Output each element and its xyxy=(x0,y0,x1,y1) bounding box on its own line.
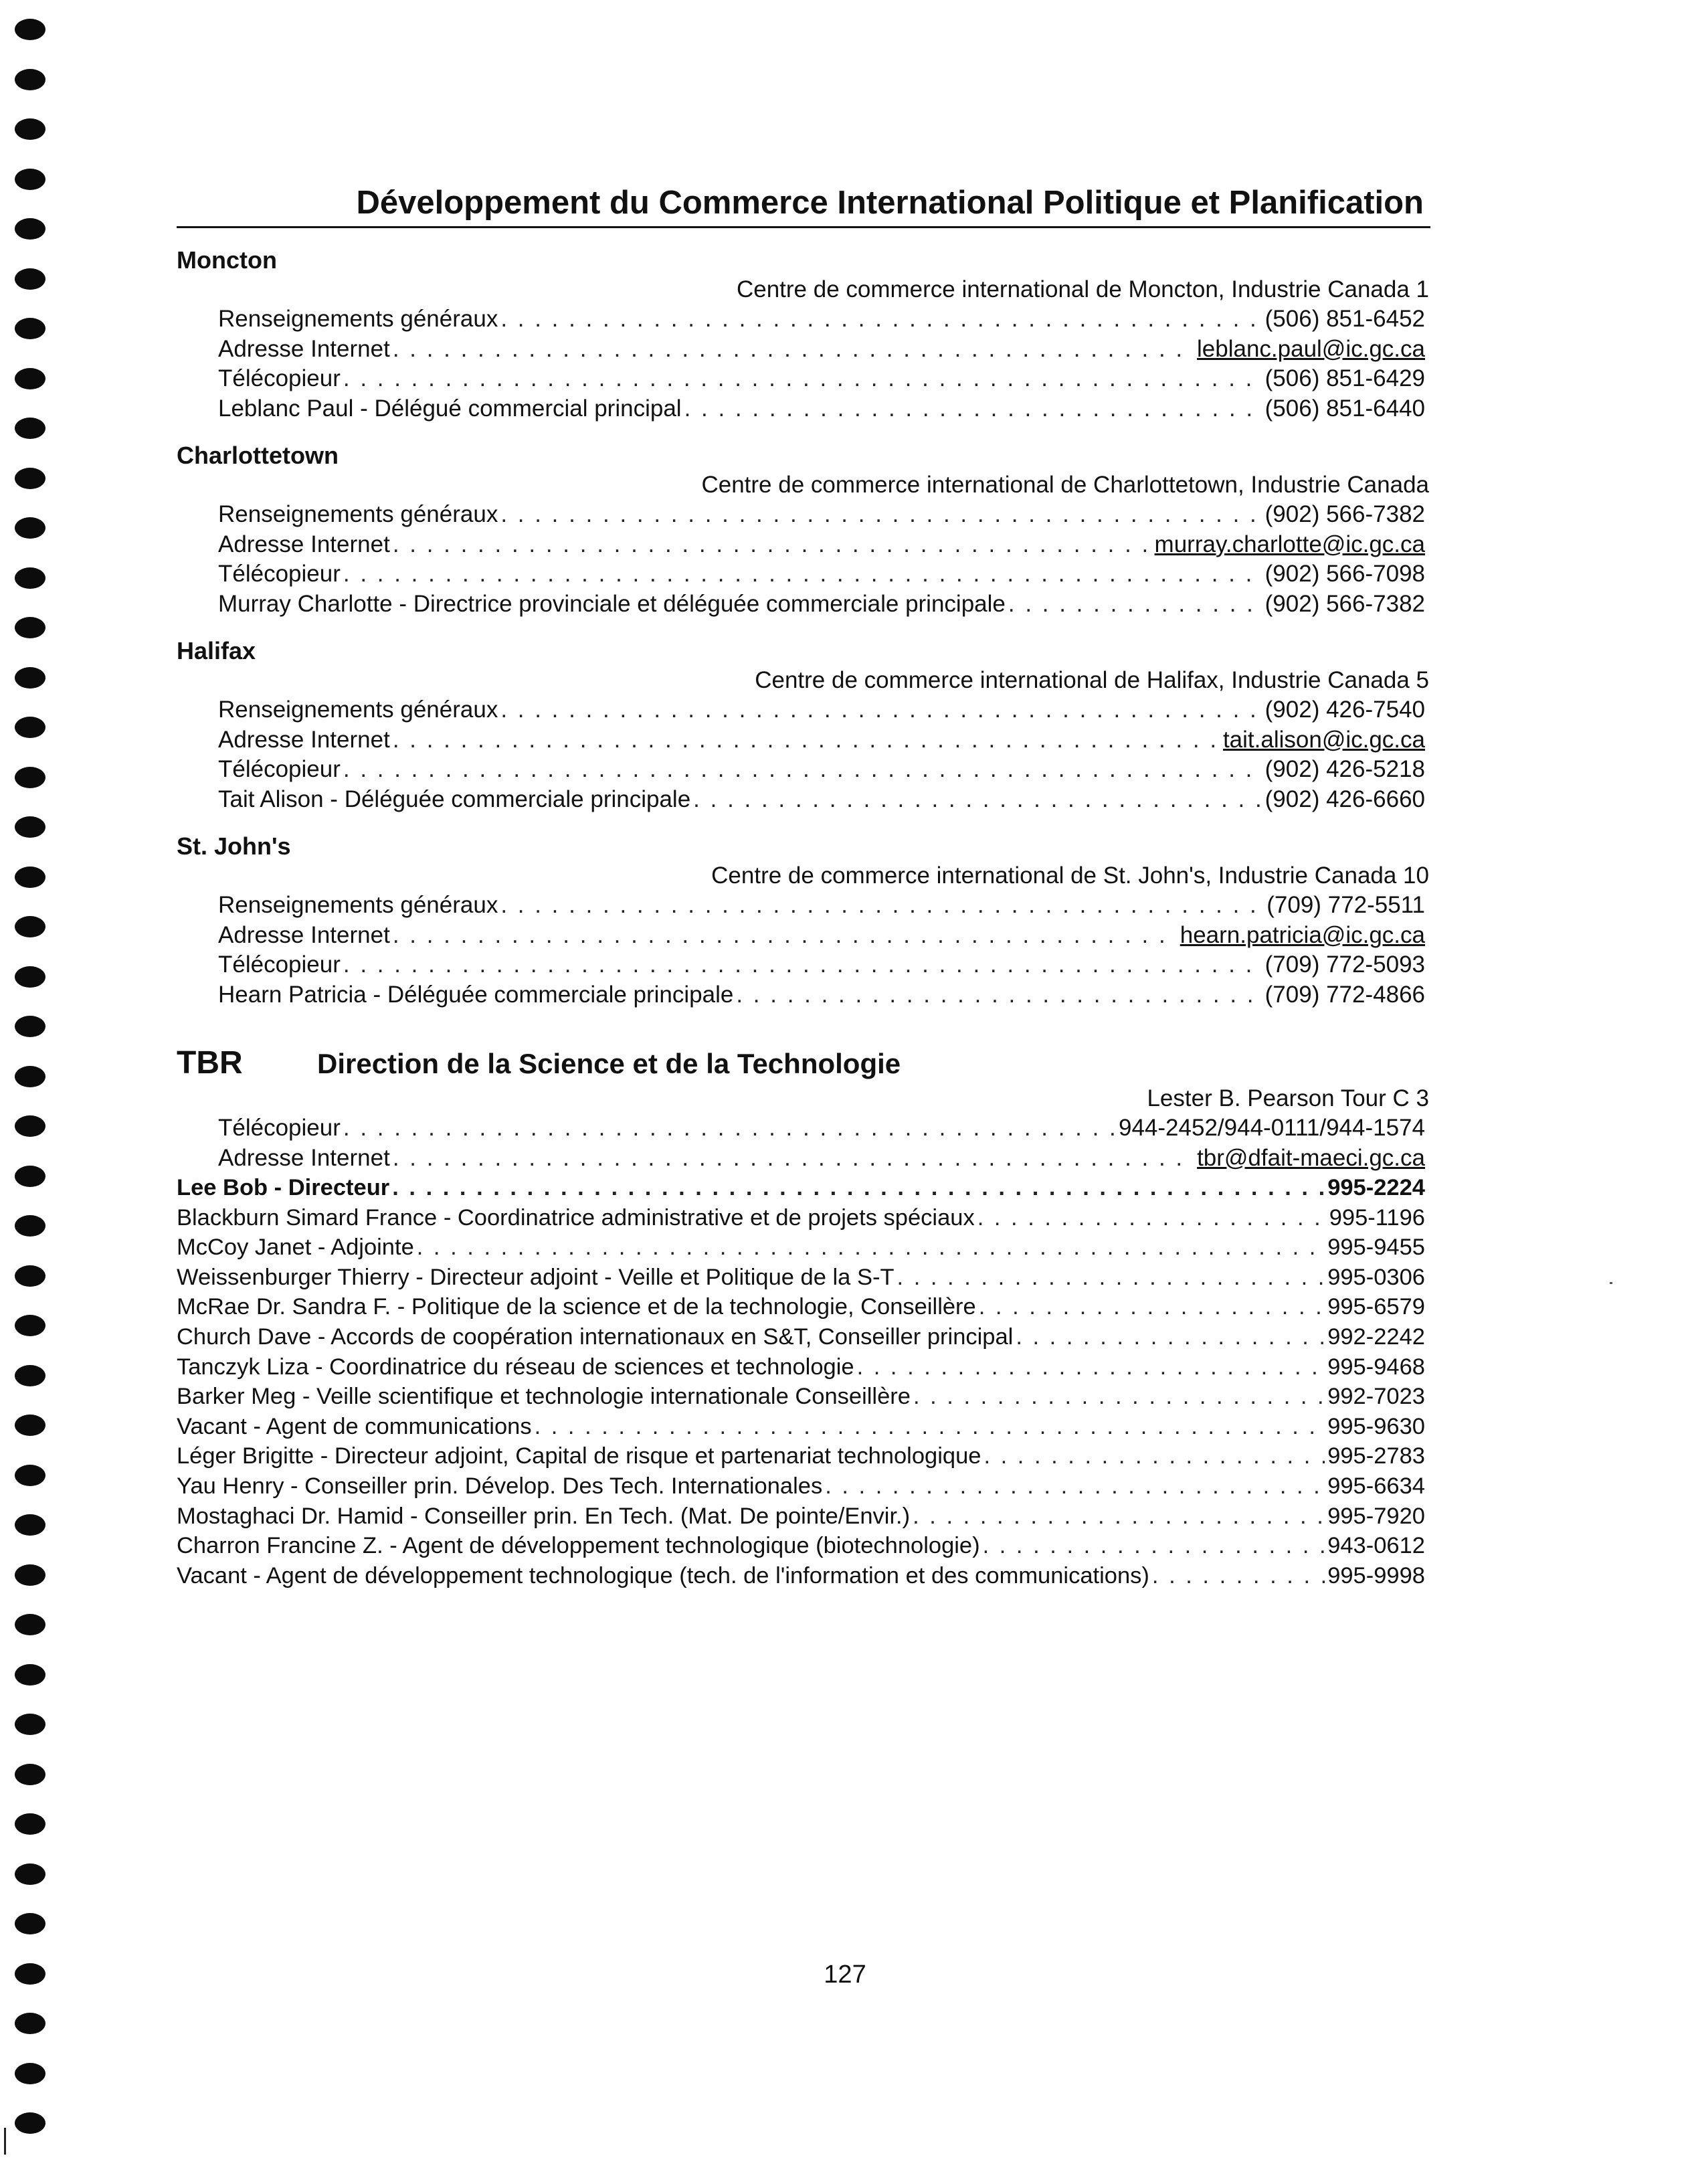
office-city: Moncton xyxy=(177,246,277,274)
binding-hole xyxy=(15,667,45,689)
staff-entry xyxy=(177,1263,1425,1293)
binding-hole xyxy=(15,1614,45,1635)
binding-hole xyxy=(15,1514,45,1536)
binding-hole xyxy=(15,1016,45,1037)
staff-entry xyxy=(177,1173,1425,1203)
staff-entry xyxy=(177,1322,1425,1352)
office-entries xyxy=(177,891,1430,1010)
binding-hole xyxy=(15,767,45,788)
binding-hole xyxy=(15,1764,45,1785)
binding-hole xyxy=(15,617,45,638)
staff-phone: 992-7023 xyxy=(1327,1384,1425,1410)
staff-phone: 995-7920 xyxy=(1327,1503,1425,1529)
staff-phone: 995-9630 xyxy=(1327,1413,1425,1439)
entry-value: (902) 566-7098 xyxy=(1264,561,1425,587)
directory-entry xyxy=(218,335,1425,365)
division-code: TBR xyxy=(177,1045,243,1081)
binding-hole xyxy=(15,1215,45,1237)
entry-label: Adresse Internet xyxy=(218,1144,390,1171)
dot-leader xyxy=(736,980,1262,1010)
binding-holes xyxy=(15,19,48,2163)
dot-leader xyxy=(500,500,1262,530)
staff-entry xyxy=(177,1292,1425,1322)
staff-entry xyxy=(177,1352,1425,1382)
dot-leader xyxy=(857,1352,1325,1382)
dot-leader xyxy=(913,1382,1325,1412)
dot-leader xyxy=(1152,1561,1325,1591)
directory-entry xyxy=(218,559,1425,589)
binding-hole xyxy=(15,118,45,140)
binding-hole xyxy=(15,1913,45,1934)
office-section-charlottetown xyxy=(177,441,1430,619)
dot-leader xyxy=(825,1471,1325,1502)
entry-value: (506) 851-6440 xyxy=(1264,395,1425,422)
scan-speck xyxy=(1610,1282,1612,1284)
office-center: Centre de commerce international de St. John's, Industrie Canada 10 xyxy=(711,862,1429,889)
division-address: Lester B. Pearson Tour C 3 xyxy=(1147,1085,1429,1111)
directory-entry xyxy=(218,950,1425,980)
staff-phone: 943-0612 xyxy=(1327,1533,1425,1559)
dot-leader xyxy=(393,1144,1194,1174)
dot-leader xyxy=(343,950,1262,980)
dot-leader xyxy=(343,1113,1116,1144)
binding-hole xyxy=(15,1115,45,1137)
entry-label: Leblanc Paul - Délégué commercial principal xyxy=(218,395,682,422)
binding-hole xyxy=(15,1415,45,1436)
directory-entry xyxy=(218,695,1425,725)
binding-hole xyxy=(15,717,45,738)
entry-value: 944-2452/944-0111/944-1574 xyxy=(1119,1115,1425,1141)
staff-list xyxy=(177,1173,1430,1590)
directory-entry xyxy=(218,304,1425,335)
directory-entry xyxy=(218,394,1425,424)
binding-hole xyxy=(15,966,45,988)
directory-entry xyxy=(218,891,1425,921)
staff-name: McCoy Janet - Adjointe xyxy=(177,1235,414,1261)
dot-leader xyxy=(1016,1322,1325,1352)
entry-value: (506) 851-6429 xyxy=(1264,365,1425,391)
staff-name: Barker Meg - Veille scientifique et technologie internationale Conseillère xyxy=(177,1384,911,1410)
binding-hole xyxy=(15,468,45,489)
office-entries xyxy=(177,695,1430,814)
staff-name: Vacant - Agent de développement technologique (tech. de l'information et des communications) xyxy=(177,1562,1149,1588)
binding-hole xyxy=(15,1365,45,1386)
staff-entry xyxy=(177,1412,1425,1442)
entry-value: (506) 851-6452 xyxy=(1264,306,1425,332)
email-link[interactable]: tbr@dfait-maeci.gc.ca xyxy=(1197,1144,1425,1171)
dot-leader xyxy=(913,1502,1325,1532)
directory-entry xyxy=(218,500,1425,530)
office-city: Charlottetown xyxy=(177,442,339,469)
entry-label: Hearn Patricia - Déléguée commerciale principale xyxy=(218,981,734,1008)
dot-leader xyxy=(983,1531,1325,1561)
entry-label: Tait Alison - Déléguée commerciale principale xyxy=(218,786,691,812)
dot-leader xyxy=(343,364,1262,394)
dot-leader xyxy=(535,1412,1325,1442)
entry-label: Télécopieur xyxy=(218,365,341,391)
binding-hole xyxy=(15,1564,45,1586)
entry-label: Adresse Internet xyxy=(218,726,390,753)
dot-leader xyxy=(983,1441,1325,1471)
dot-leader xyxy=(393,921,1178,951)
entry-label: Adresse Internet xyxy=(218,531,390,557)
dot-leader xyxy=(393,530,1152,560)
scan-edge-mark xyxy=(4,2128,6,2155)
binding-hole xyxy=(15,368,45,389)
staff-phone: 995-0306 xyxy=(1327,1264,1425,1290)
staff-name: Lee Bob - Directeur xyxy=(177,1175,390,1200)
staff-phone: 995-9455 xyxy=(1327,1235,1425,1261)
division-title: Direction de la Science et de la Technologie xyxy=(317,1048,901,1079)
office-section-moncton xyxy=(177,246,1430,424)
staff-phone: 995-9468 xyxy=(1327,1354,1425,1380)
entry-value: (902) 426-6660 xyxy=(1264,786,1425,812)
entry-value: (902) 566-7382 xyxy=(1264,501,1425,527)
staff-phone: 995-6579 xyxy=(1327,1294,1425,1320)
entry-label: Adresse Internet xyxy=(218,921,390,948)
directory-entry xyxy=(218,921,1425,951)
staff-phone: 995-1196 xyxy=(1329,1204,1425,1231)
directory-entry xyxy=(218,725,1425,755)
division-contact xyxy=(177,1113,1430,1173)
binding-hole xyxy=(15,1863,45,1885)
dot-leader xyxy=(417,1233,1325,1263)
binding-hole xyxy=(15,69,45,90)
binding-hole xyxy=(15,268,45,290)
page-title: Développement du Commerce International Politique et Planification xyxy=(356,185,1424,221)
binding-hole xyxy=(15,418,45,439)
directory-entry xyxy=(218,530,1425,560)
binding-hole xyxy=(15,169,45,190)
entry-label: Renseignements généraux xyxy=(218,501,498,527)
staff-entry xyxy=(177,1471,1425,1502)
staff-phone: 995-9998 xyxy=(1327,1562,1425,1588)
directory-entry xyxy=(218,755,1425,785)
office-section-st-johns xyxy=(177,832,1430,1010)
dot-leader xyxy=(1008,589,1262,620)
entry-label: Télécopieur xyxy=(218,561,341,587)
binding-hole xyxy=(15,1465,45,1486)
dot-leader xyxy=(392,1173,1325,1203)
dot-leader xyxy=(979,1292,1325,1322)
dot-leader xyxy=(393,335,1194,365)
staff-entry xyxy=(177,1441,1425,1471)
dot-leader xyxy=(500,891,1264,921)
binding-hole xyxy=(15,1066,45,1087)
entry-value: (902) 566-7382 xyxy=(1264,590,1425,617)
dot-leader xyxy=(693,785,1262,815)
staff-name: Mostaghaci Dr. Hamid - Conseiller prin. En Tech. (Mat. De pointe/Envir.) xyxy=(177,1503,911,1529)
dot-leader xyxy=(500,304,1262,335)
binding-hole xyxy=(15,1315,45,1336)
entry-label: Télécopieur xyxy=(218,756,341,782)
binding-hole xyxy=(15,816,45,838)
binding-hole xyxy=(15,318,45,339)
binding-hole xyxy=(15,867,45,888)
binding-hole xyxy=(15,1265,45,1287)
staff-name: Charron Francine Z. - Agent de développement technologique (biotechnologie) xyxy=(177,1533,980,1559)
staff-entry xyxy=(177,1203,1425,1233)
dot-leader xyxy=(684,394,1262,424)
entry-label: Renseignements généraux xyxy=(218,892,498,918)
entry-value: (902) 426-5218 xyxy=(1264,756,1425,782)
email-link[interactable]: murray.charlotte@ic.gc.ca xyxy=(1154,531,1425,557)
staff-name: Vacant - Agent de communications xyxy=(177,1413,532,1439)
staff-name: Weissenburger Thierry - Directeur adjoint - Veille et Politique de la S-T xyxy=(177,1264,895,1290)
staff-entry xyxy=(177,1561,1425,1591)
binding-hole xyxy=(15,1166,45,1187)
staff-phone: 995-2224 xyxy=(1327,1175,1425,1200)
office-center: Centre de commerce international de Moncton, Industrie Canada 1 xyxy=(736,276,1429,302)
directory-entry xyxy=(218,364,1425,394)
office-entries xyxy=(177,500,1430,619)
entry-label: Télécopieur xyxy=(218,1115,341,1141)
staff-phone: 995-6634 xyxy=(1327,1473,1425,1499)
directory-page xyxy=(177,181,1430,1590)
page-number: 127 xyxy=(824,1961,866,1989)
binding-hole xyxy=(15,218,45,240)
dot-leader xyxy=(977,1203,1327,1233)
staff-phone: 992-2242 xyxy=(1327,1324,1425,1350)
entry-value: (709) 772-4866 xyxy=(1264,981,1425,1008)
binding-hole xyxy=(15,567,45,589)
directory-entry xyxy=(218,1144,1425,1174)
title-underline xyxy=(177,226,1430,228)
staff-name: Léger Brigitte - Directeur adjoint, Capital de risque et partenariat technologique xyxy=(177,1443,981,1469)
entry-label: Adresse Internet xyxy=(218,335,390,362)
staff-name: Blackburn Simard France - Coordinatrice administrative et de projets spéciaux xyxy=(177,1204,975,1231)
staff-entry xyxy=(177,1502,1425,1532)
dot-leader xyxy=(500,695,1262,725)
binding-hole xyxy=(15,1813,45,1835)
dot-leader xyxy=(897,1263,1325,1293)
entry-value: (709) 772-5511 xyxy=(1266,892,1425,918)
entry-label: Renseignements généraux xyxy=(218,697,498,723)
email-link[interactable]: hearn.patricia@ic.gc.ca xyxy=(1180,921,1425,948)
staff-name: Church Dave - Accords de coopération internationaux en S&T, Conseiller principal xyxy=(177,1324,1014,1350)
directory-entry xyxy=(218,785,1425,815)
entry-value: (902) 426-7540 xyxy=(1264,697,1425,723)
office-center: Centre de commerce international de Halifax, Industrie Canada 5 xyxy=(755,667,1429,693)
office-city: Halifax xyxy=(177,637,256,664)
staff-name: Yau Henry - Conseiller prin. Dévelop. Des Tech. Internationales xyxy=(177,1473,823,1499)
entry-label: Renseignements généraux xyxy=(218,306,498,332)
binding-hole xyxy=(15,2013,45,2034)
staff-entry xyxy=(177,1382,1425,1412)
binding-hole xyxy=(15,916,45,937)
binding-hole xyxy=(15,1664,45,1686)
staff-phone: 995-2783 xyxy=(1327,1443,1425,1469)
directory-entry xyxy=(218,980,1425,1010)
binding-hole xyxy=(15,19,45,40)
email-link[interactable]: tait.alison@ic.gc.ca xyxy=(1222,726,1425,753)
dot-leader xyxy=(343,755,1262,785)
staff-entry xyxy=(177,1531,1425,1561)
binding-hole xyxy=(15,1714,45,1735)
entry-label: Murray Charlotte - Directrice provinciale et déléguée commerciale principale xyxy=(218,590,1006,617)
email-link[interactable]: leblanc.paul@ic.gc.ca xyxy=(1197,335,1425,362)
office-center: Centre de commerce international de Charlottetown, Industrie Canada xyxy=(701,472,1429,498)
binding-hole xyxy=(15,2063,45,2084)
entry-value: (709) 772-5093 xyxy=(1264,951,1425,978)
staff-name: McRae Dr. Sandra F. - Politique de la science et de la technologie, Conseillère xyxy=(177,1294,976,1320)
binding-hole xyxy=(15,2112,45,2134)
office-entries xyxy=(177,304,1430,424)
staff-name: Tanczyk Liza - Coordinatrice du réseau de sciences et technologie xyxy=(177,1354,854,1380)
entry-label: Télécopieur xyxy=(218,951,341,978)
office-city: St. John's xyxy=(177,832,291,860)
staff-entry xyxy=(177,1233,1425,1263)
dot-leader xyxy=(343,559,1262,589)
binding-hole xyxy=(15,517,45,539)
directory-entry xyxy=(218,589,1425,620)
tbr-heading xyxy=(177,1043,1430,1084)
directory-entry xyxy=(218,1113,1425,1144)
dot-leader xyxy=(393,725,1220,755)
office-section-halifax xyxy=(177,636,1430,814)
